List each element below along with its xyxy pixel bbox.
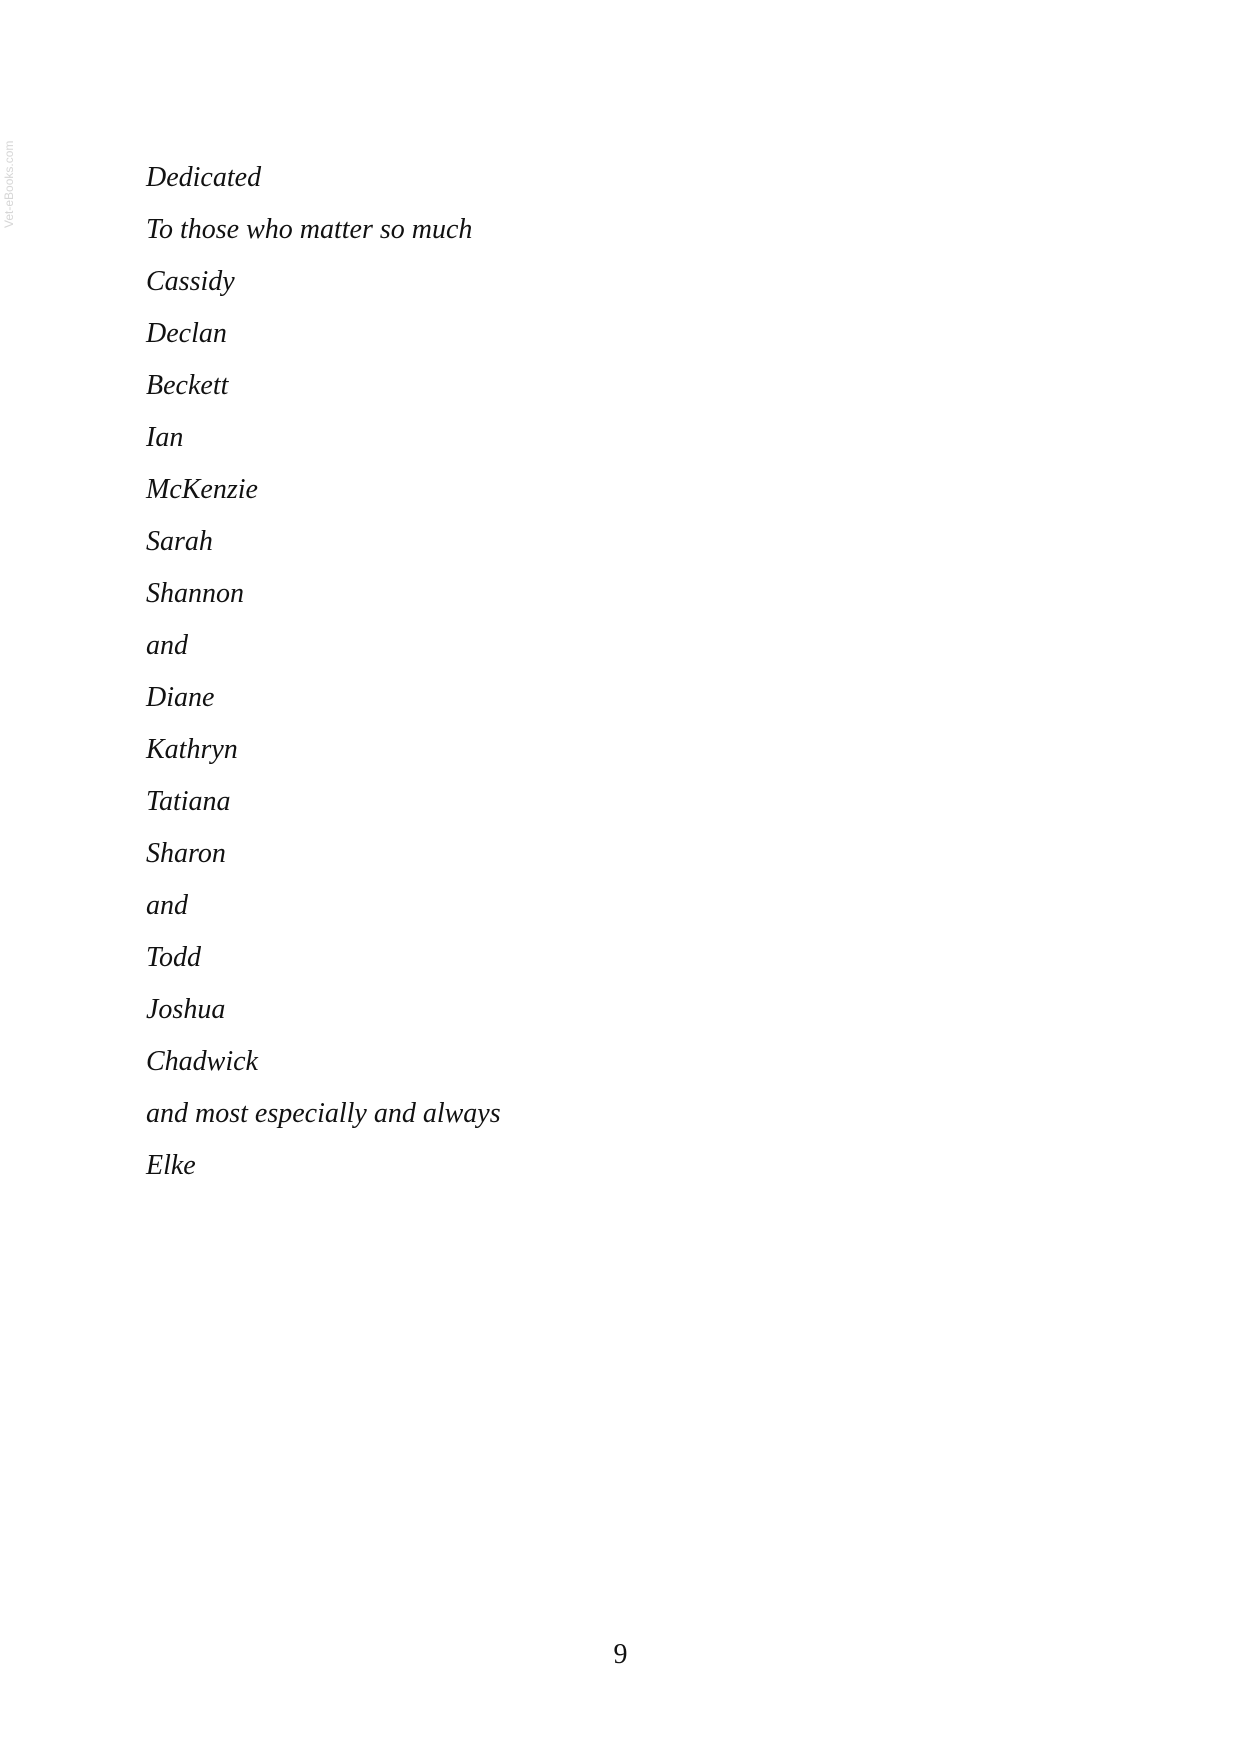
dedication-line: Tatiana (146, 786, 231, 817)
dedication-line: Diane (146, 682, 215, 713)
dedication-line: and (146, 890, 188, 921)
watermark-text: Vet-eBooks.com (2, 140, 16, 228)
dedication-line: Declan (146, 318, 227, 349)
dedication-line: Elke (146, 1150, 196, 1181)
dedication-line: and most especially and always (146, 1098, 501, 1129)
dedication-line: Cassidy (146, 266, 235, 297)
dedication-line: Joshua (146, 994, 226, 1025)
dedication-list (146, 161, 501, 1201)
dedication-line: To those who matter so much (146, 214, 473, 245)
dedication-line: Todd (146, 942, 202, 973)
dedication-line: Kathryn (146, 734, 238, 765)
dedication-line: Shannon (146, 578, 244, 609)
dedication-line: McKenzie (146, 474, 258, 505)
dedication-line: Beckett (146, 370, 229, 401)
dedication-line: and (146, 630, 188, 661)
page-number: 9 (613, 1639, 628, 1670)
dedication-line: Ian (146, 422, 184, 453)
dedication-line: Sharon (146, 838, 226, 869)
dedication-line: Sarah (146, 526, 213, 557)
dedication-line: Chadwick (146, 1046, 258, 1077)
dedication-line: Dedicated (146, 162, 262, 193)
